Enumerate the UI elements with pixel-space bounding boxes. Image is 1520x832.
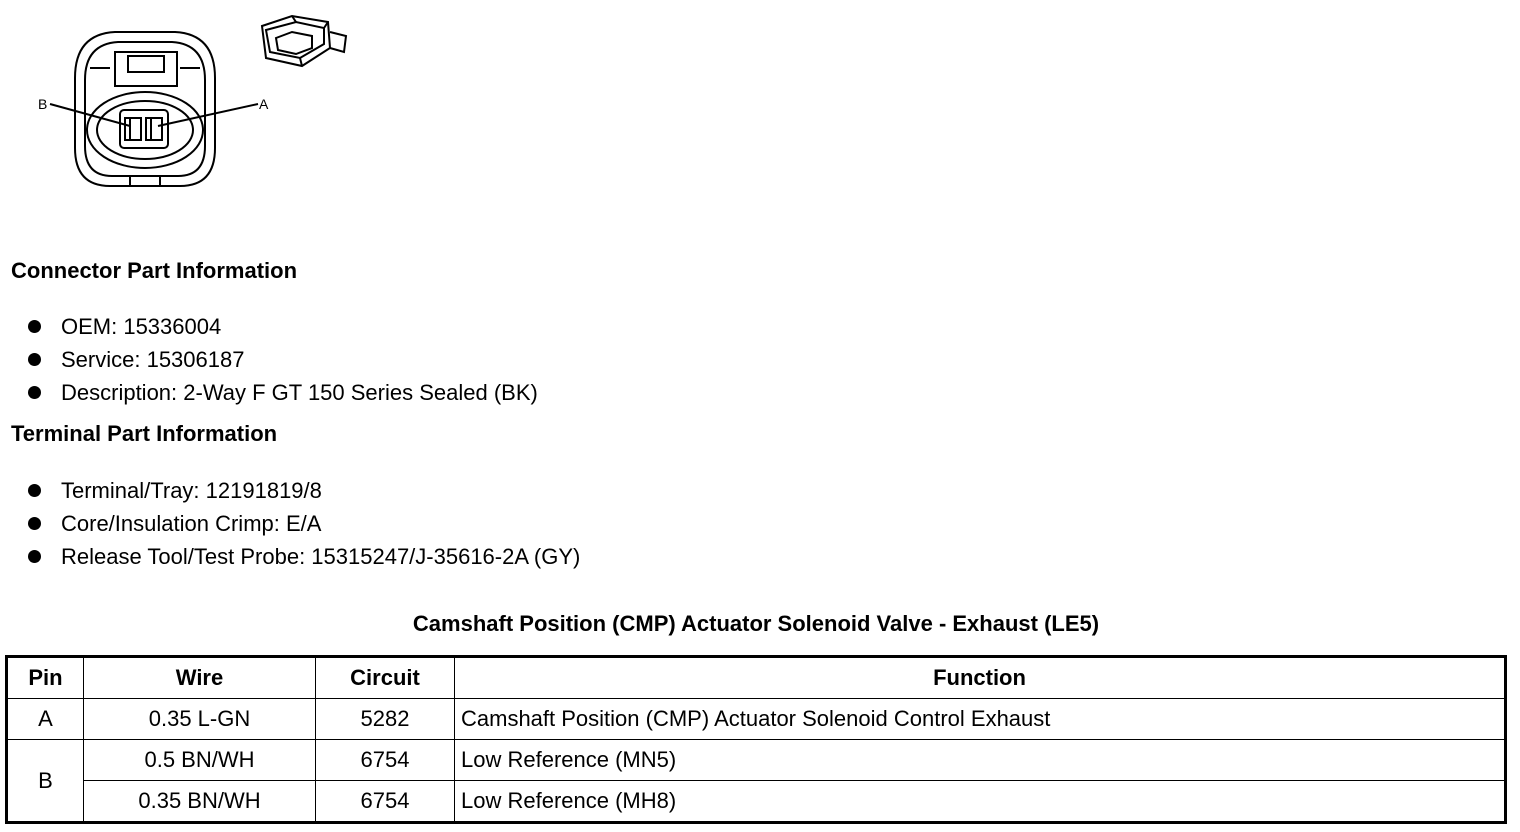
wire-cell: 0.35 L-GN — [84, 699, 316, 740]
connector-info-list — [28, 310, 538, 409]
terminal-info-heading: Terminal Part Information — [11, 421, 278, 446]
connector-diagram — [30, 8, 370, 198]
list-item: Description: 2-Way F GT 150 Series Sealed (BK) — [28, 376, 538, 409]
circuit-cell: 6754 — [316, 781, 455, 823]
list-item: Core/Insulation Crimp: E/A — [28, 507, 580, 540]
table-row — [7, 699, 1506, 740]
column-header-circuit: Circuit — [316, 657, 455, 699]
function-cell: Low Reference (MN5) — [455, 740, 1506, 781]
circuit-cell: 5282 — [316, 699, 455, 740]
wire-cell: 0.35 BN/WH — [84, 781, 316, 823]
pin-cell: A — [7, 699, 84, 740]
column-header-wire: Wire — [84, 657, 316, 699]
list-item: OEM: 15336004 — [28, 310, 538, 343]
bullet-icon — [28, 550, 41, 563]
list-item: Terminal/Tray: 12191819/8 — [28, 474, 580, 507]
column-header-pin: Pin — [7, 657, 84, 699]
circuit-cell: 6754 — [316, 740, 455, 781]
connector-info-heading: Connector Part Information — [11, 258, 298, 283]
pin-a-label: A — [259, 96, 269, 112]
pin-cell: B — [7, 740, 84, 823]
terminal-info-list — [28, 474, 580, 573]
bullet-icon — [28, 484, 41, 497]
column-header-function: Function — [455, 657, 1506, 699]
table-row — [7, 740, 1506, 781]
function-cell: Low Reference (MH8) — [455, 781, 1506, 823]
bullet-icon — [28, 517, 41, 530]
function-cell: Camshaft Position (CMP) Actuator Solenoid Control Exhaust — [455, 699, 1506, 740]
bullet-icon — [28, 386, 41, 399]
pin-b-label: B — [38, 96, 48, 112]
bullet-icon — [28, 353, 41, 366]
wire-cell: 0.5 BN/WH — [84, 740, 316, 781]
connector-3d-view-icon — [262, 16, 346, 66]
table-header-row — [7, 657, 1506, 699]
bullet-icon — [28, 320, 41, 333]
pin-b-leader — [50, 104, 130, 126]
table-row — [7, 781, 1506, 823]
list-item: Release Tool/Test Probe: 15315247/J-35616-2A (GY) — [28, 540, 580, 573]
terminal-cavity-b — [125, 118, 141, 140]
terminal-cavity-a — [146, 118, 162, 140]
list-item: Service: 15306187 — [28, 343, 538, 376]
connector-latch — [115, 52, 177, 86]
table-title: Camshaft Position (CMP) Actuator Solenoid Valve - Exhaust (LE5) — [412, 611, 1100, 636]
terminal-block — [120, 110, 168, 148]
pinout-table — [5, 655, 1507, 824]
